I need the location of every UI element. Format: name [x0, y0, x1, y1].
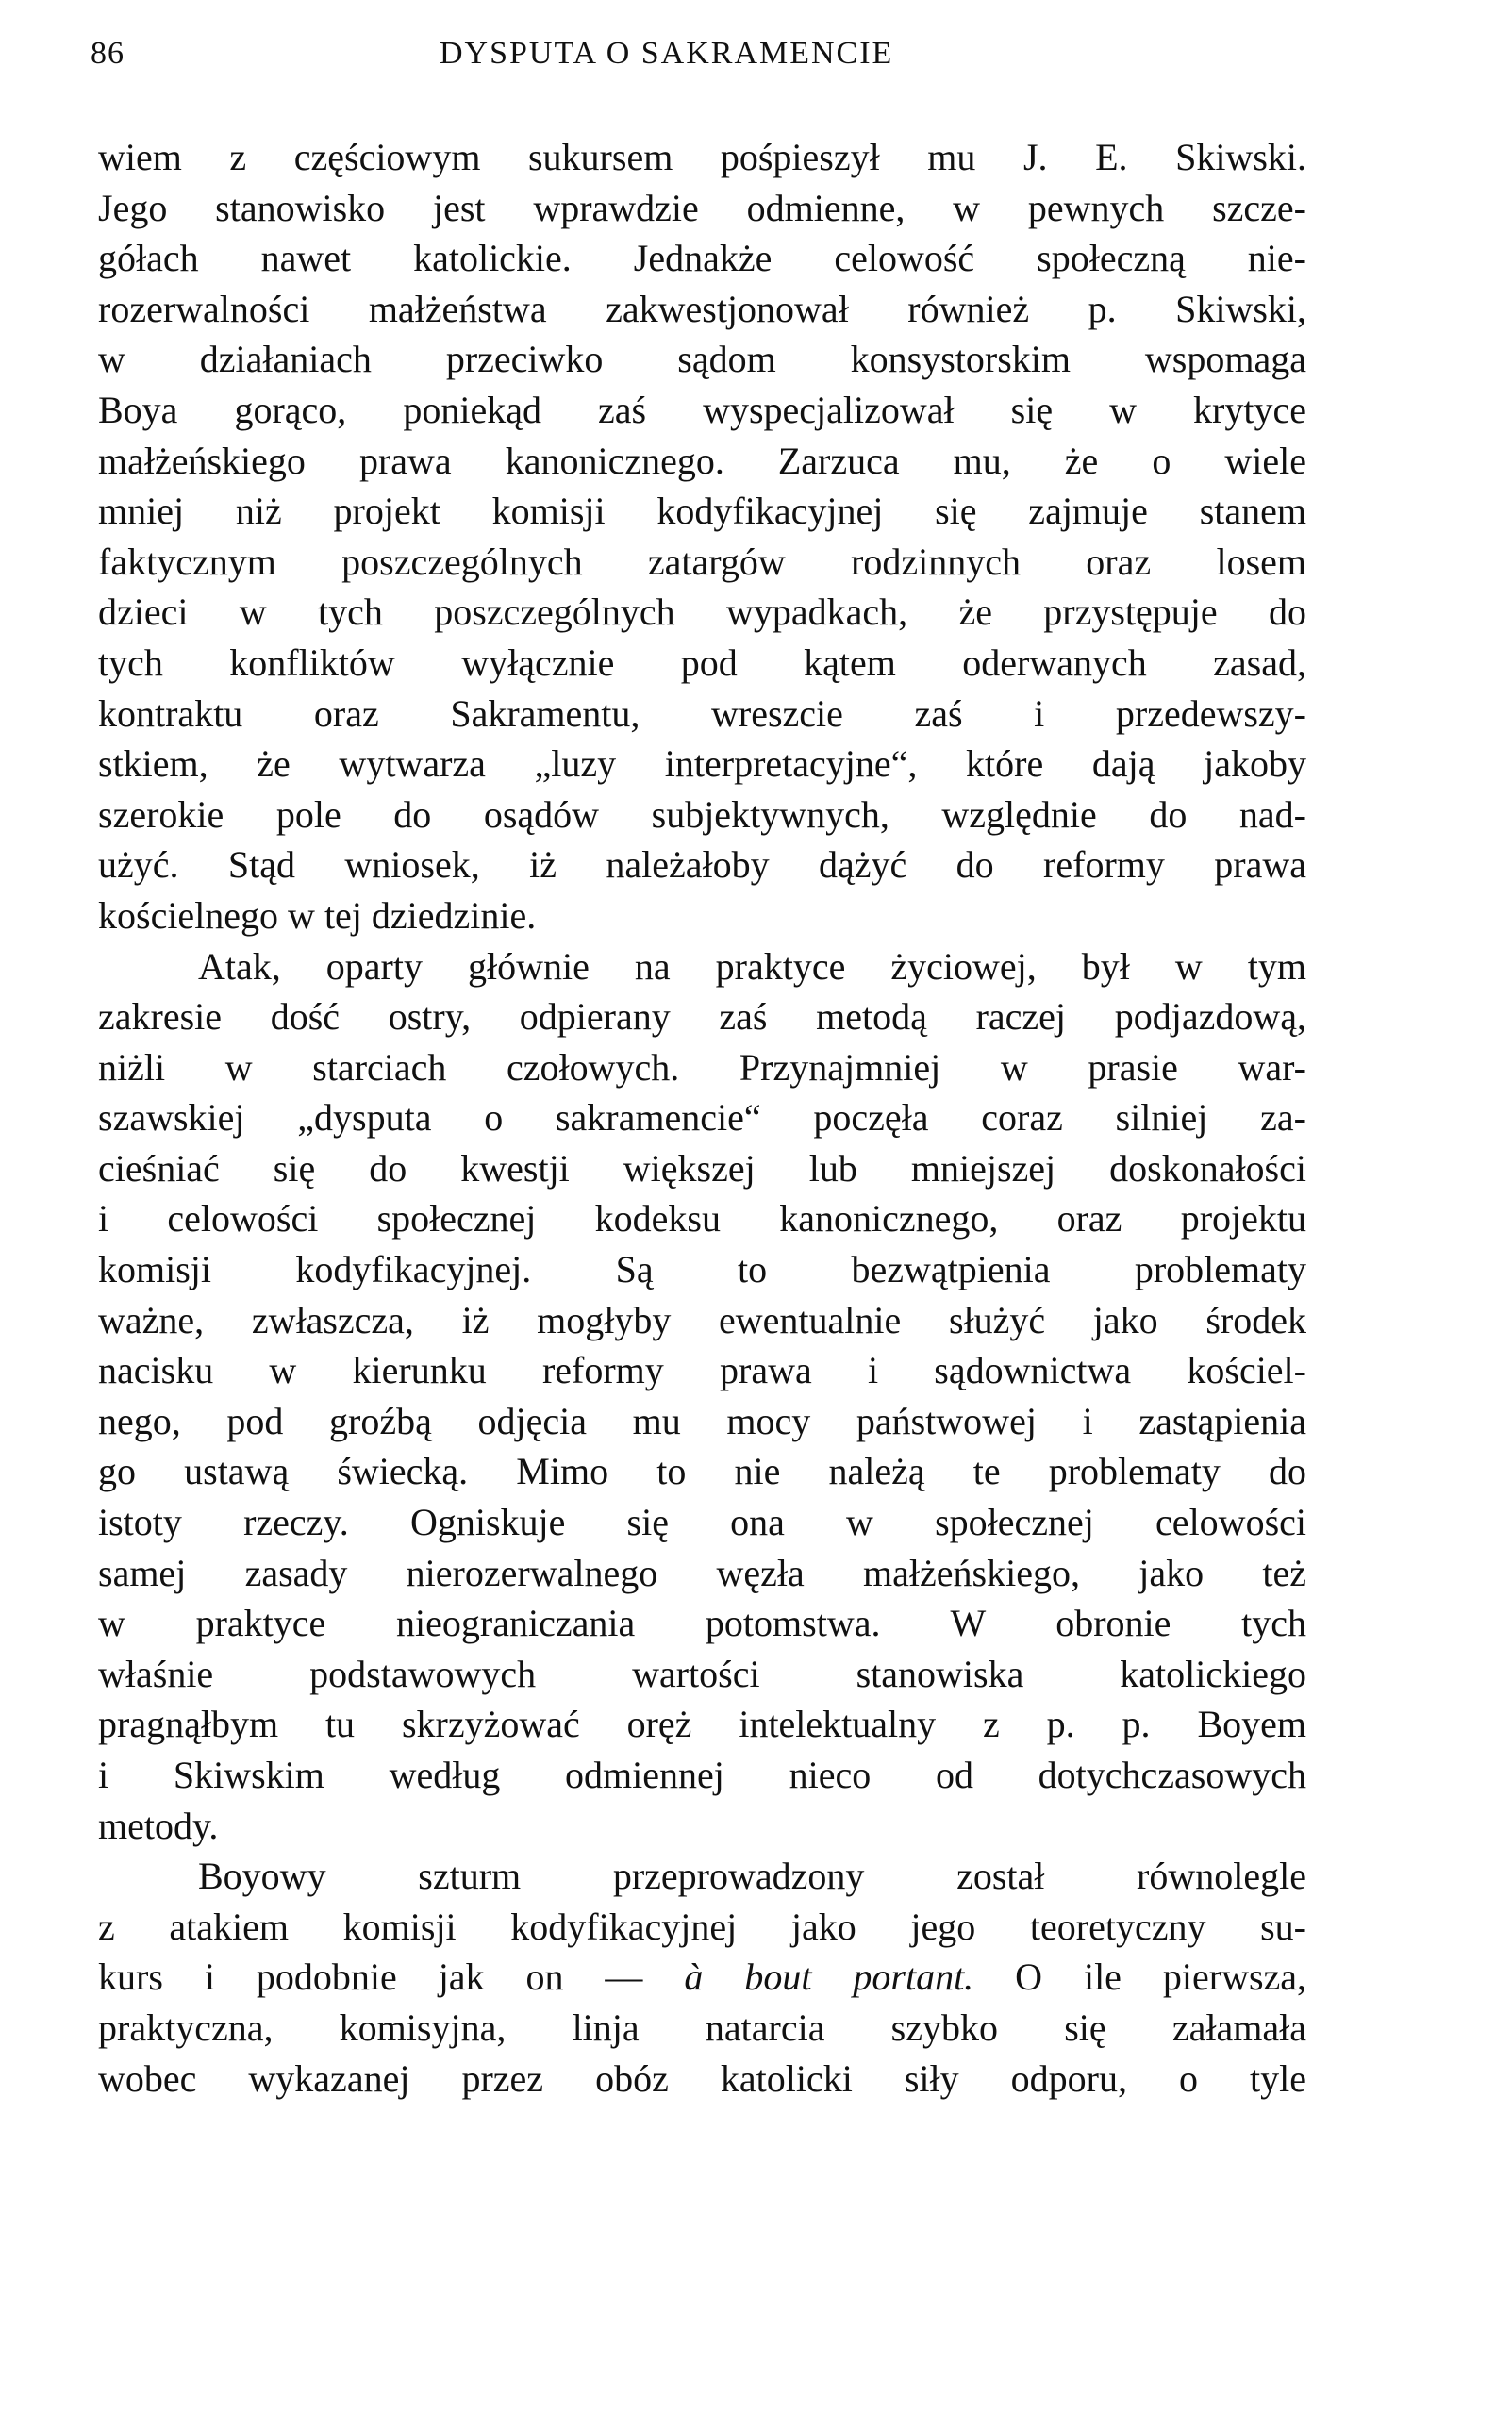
text-line: rozerwalności małżeństwa zakwestjonował również p. Skiwski, — [98, 287, 1306, 330]
text-line: metody. — [98, 1804, 219, 1847]
text-line: dzieci w tych poszczególnych wypadkach, że przystępuje do — [98, 591, 1306, 634]
paragraph-2 — [98, 941, 1306, 1852]
text-segment: O ile pierwsza, — [973, 1956, 1307, 1999]
text-line: tych konfliktów wyłącznie pod kątem oderwanych zasad, — [98, 641, 1306, 684]
text-line: mniej niż projekt komisji kodyfikacyjnej się zajmuje stanem — [98, 490, 1306, 533]
text-line: kościelnego w tej dziedzinie. — [98, 893, 537, 937]
text-line: użyć. Stąd wniosek, iż należałoby dążyć do reformy prawa — [98, 843, 1306, 887]
text-line: wobec wykazanej przez obóz katolicki siły odporu, o tyle — [98, 2056, 1306, 2100]
text-line: kontraktu oraz Sakramentu, wreszcie zaś i przedewszy- — [98, 691, 1306, 735]
text-line: właśnie podstawowych wartości stanowiska katolickiego — [98, 1652, 1306, 1695]
text-line: go ustawą świecką. Mimo to nie należą te problematy do — [98, 1450, 1306, 1493]
text-segment: kurs i podobnie jak on — — [98, 1956, 685, 1999]
text-line: w działaniach przeciwko sądom konsystorskim wspomaga — [98, 338, 1306, 381]
text-line: Atak, oparty głównie na praktyce życiowej, był w tym — [198, 944, 1306, 988]
text-line: nacisku w kierunku reformy prawa i sądownictwa kościel- — [98, 1349, 1306, 1392]
paragraph-1 — [98, 132, 1306, 941]
body-text — [98, 132, 1306, 2104]
text-line: Boya gorąco, poniekąd zaś wyspecjalizował się w krytyce — [98, 388, 1306, 431]
text-line: i Skiwskim według odmiennej nieco od dotychczasowych — [98, 1754, 1306, 1796]
text-line: ważne, zwłaszcza, iż mogłyby ewentualnie służyć jako środek — [98, 1298, 1306, 1341]
running-head — [91, 36, 1307, 81]
text-line: faktycznym poszczególnych zatargów rodzinnych oraz losem — [98, 540, 1306, 583]
text-line: nego, pod groźbą odjęcia mu mocy państwowej i zastąpienia — [98, 1399, 1306, 1442]
text-line: w praktyce nieograniczania potomstwa. W obronie tych — [98, 1602, 1306, 1645]
text-line: zakresie dość ostry, odpierany zaś metodą raczej podjazdową, — [98, 995, 1306, 1039]
text-line: pragnąłbym tu skrzyżować oręż intelektualny z p. p. Boyem — [98, 1703, 1306, 1746]
text-line: Jego stanowisko jest wprawdzie odmienne, w pewnych szcze- — [98, 186, 1306, 229]
text-line: cieśniać się do kwestji większej lub mniejszej doskonałości — [98, 1146, 1306, 1190]
text-line: wiem z częściowym sukursem pośpieszył mu J. E. Skiwski. — [98, 136, 1306, 178]
text-line: z atakiem komisji kodyfikacyjnej jako jego teoretyczny su- — [98, 1905, 1306, 1948]
paragraph-3 — [98, 1851, 1306, 2104]
text-line: komisji kodyfikacyjnej. Są to bezwątpienia problematy — [98, 1248, 1306, 1291]
text-line: Boyowy szturm przeprowadzony został równolegle — [198, 1855, 1306, 1898]
text-line: stkiem, że wytwarza „luzy interpretacyjne“, które dają jakoby — [98, 742, 1306, 786]
running-title: DYSPUTA O SAKRAMENCIE — [440, 36, 894, 71]
text-line: szawskiej „dysputa o sakramencie“ poczęła coraz silniej za- — [98, 1096, 1306, 1140]
text-line: i celowości społecznej kodeksu kanonicznego, oraz projektu — [98, 1197, 1306, 1240]
text-line: istoty rzeczy. Ogniskuje się ona w społecznej celowości — [98, 1501, 1306, 1544]
text-line: gółach nawet katolickie. Jednakże celowość społeczną nie- — [98, 237, 1306, 280]
text-line: samej zasady nierozerwalnego węzła małżeńskiego, jako też — [98, 1551, 1306, 1594]
italic-phrase: à bout portant. — [684, 1956, 974, 1999]
page-number: 86 — [91, 36, 125, 71]
text-line: małżeńskiego prawa kanonicznego. Zarzuca mu, że o wiele — [98, 439, 1306, 482]
text-line: praktyczna, komisyjna, linja natarcia szybko się załamała — [98, 2006, 1306, 2049]
text-line-with-italic — [98, 1952, 1306, 2003]
text-line: szerokie pole do osądów subjektywnych, względnie do nad- — [98, 792, 1306, 836]
text-line: niżli w starciach czołowych. Przynajmniej w prasie war- — [98, 1045, 1306, 1089]
